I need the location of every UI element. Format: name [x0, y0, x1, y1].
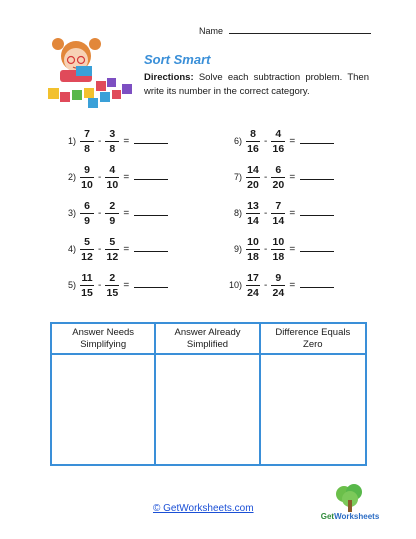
equals-sign: = [289, 207, 296, 219]
name-label: Name [199, 26, 224, 36]
equals-sign: = [123, 243, 130, 255]
tree-icon [314, 484, 386, 514]
problem-number: 9) [233, 244, 242, 254]
equals-sign: = [123, 135, 130, 147]
problem-5 [60, 270, 168, 300]
problem-number: 3) [67, 208, 76, 218]
cell-already-simplified[interactable] [156, 355, 260, 464]
name-blank[interactable] [229, 26, 371, 34]
fraction: $\frac{10}{18}$ [272, 235, 285, 263]
header-equals-zero: Difference Equals Zero [261, 324, 365, 355]
fraction: $\frac{9}{10}$ [81, 163, 93, 191]
minus-sign: - [264, 135, 268, 147]
fraction: $\frac{3}{8}$ [105, 128, 119, 155]
minus-sign: - [98, 279, 102, 291]
minus-sign: - [98, 135, 102, 147]
answer-blank[interactable] [134, 246, 168, 252]
fraction: $\frac{4}{16}$ [272, 127, 285, 155]
fraction: $\frac{4}{10}$ [106, 163, 119, 191]
girl-reading-illustration [40, 36, 140, 112]
answer-blank[interactable] [134, 282, 168, 288]
problem-number: 4) [67, 244, 76, 254]
fraction: $\frac{9}{24}$ [272, 271, 285, 299]
minus-sign: - [264, 207, 268, 219]
minus-sign: - [98, 243, 102, 255]
minus-sign: - [98, 207, 102, 219]
problem-number: 1) [67, 136, 76, 146]
answer-blank[interactable] [134, 138, 168, 144]
directions-label: Directions: [144, 72, 194, 83]
equals-sign: = [289, 243, 296, 255]
problem-3 [60, 198, 168, 228]
fraction: $\frac{2}{9}$ [105, 200, 119, 227]
problem-1 [60, 126, 168, 156]
fraction: $\frac{5}{12}$ [106, 235, 119, 263]
worksheet-title: Sort Smart [144, 52, 211, 67]
problem-number: 5) [67, 280, 76, 290]
problem-number: 7) [233, 172, 242, 182]
fraction: $\frac{13}{14}$ [247, 199, 259, 227]
equals-sign: = [123, 279, 130, 291]
equals-sign: = [289, 171, 296, 183]
answer-blank[interactable] [300, 210, 334, 216]
fraction: $\frac{11}{15}$ [81, 271, 93, 299]
directions [144, 71, 369, 99]
problem-number: 2) [67, 172, 76, 182]
problem-number: 8) [233, 208, 242, 218]
minus-sign: - [264, 243, 268, 255]
answer-blank[interactable] [300, 246, 334, 252]
header-needs-simplifying: Answer Needs Simplifying [52, 324, 156, 355]
cell-equals-zero[interactable] [261, 355, 365, 464]
problem-10 [226, 270, 334, 300]
fraction: $\frac{14}{20}$ [247, 163, 259, 191]
problem-7 [226, 162, 334, 192]
problem-4 [60, 234, 168, 264]
problem-9 [226, 234, 334, 264]
answer-blank[interactable] [134, 210, 168, 216]
problem-2 [60, 162, 168, 192]
equals-sign: = [123, 171, 130, 183]
problem-6 [226, 126, 334, 156]
equals-sign: = [289, 135, 296, 147]
fraction: $\frac{7}{8}$ [80, 128, 94, 155]
equals-sign: = [289, 279, 296, 291]
fraction: $\frac{17}{24}$ [247, 271, 259, 299]
getworksheets-logo [314, 484, 386, 526]
minus-sign: - [264, 171, 268, 183]
minus-sign: - [264, 279, 268, 291]
equals-sign: = [123, 207, 130, 219]
header-already-simplified: Answer Already Simplified [156, 324, 260, 355]
fraction: $\frac{7}{14}$ [272, 199, 285, 227]
cell-needs-simplifying[interactable] [52, 355, 156, 464]
fraction: $\frac{6}{9}$ [80, 200, 94, 227]
answer-blank[interactable] [134, 174, 168, 180]
name-field [199, 26, 371, 36]
problem-number: 6) [233, 136, 242, 146]
fraction: $\frac{10}{18}$ [247, 235, 259, 263]
fraction: $\frac{6}{20}$ [272, 163, 285, 191]
directions-text: Solve each subtraction problem. Then write its number in the correct category. [144, 72, 369, 97]
footer-link[interactable]: © GetWorksheets.com [153, 503, 254, 514]
fraction: $\frac{5}{12}$ [81, 235, 93, 263]
problem-number: 10) [228, 280, 242, 290]
answer-blank[interactable] [300, 282, 334, 288]
fraction: $\frac{2}{15}$ [106, 271, 119, 299]
logo-text: GetWorksheets [320, 512, 380, 521]
problem-8 [226, 198, 334, 228]
sorting-table [50, 322, 367, 466]
answer-blank[interactable] [300, 174, 334, 180]
answer-blank[interactable] [300, 138, 334, 144]
fraction: $\frac{8}{16}$ [247, 127, 259, 155]
minus-sign: - [98, 171, 102, 183]
